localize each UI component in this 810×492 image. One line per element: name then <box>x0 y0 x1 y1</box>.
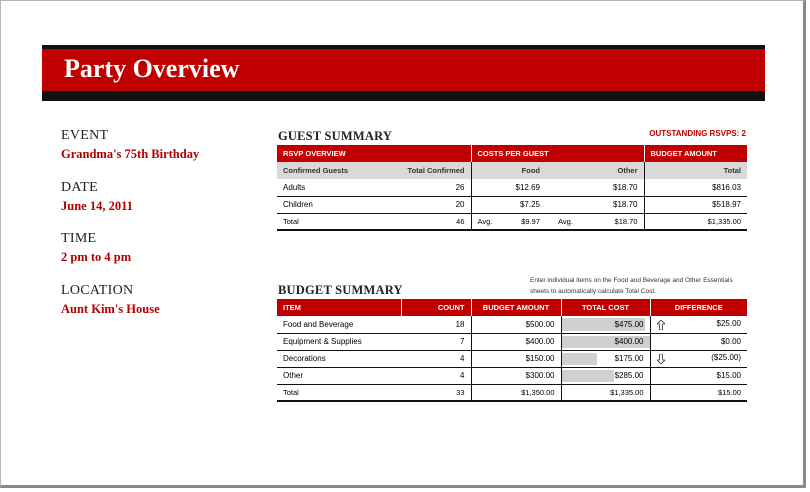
difference-header: DIFFERENCE <box>650 299 747 316</box>
budget-amount-column-header: BUDGET AMOUNT <box>471 299 561 316</box>
total-cost-cell <box>561 350 650 367</box>
banner-bottom-rule <box>42 91 765 101</box>
cost-bar <box>562 353 597 365</box>
arrow-down-icon <box>657 354 665 364</box>
table-row <box>277 367 747 384</box>
budget-total-count: 33 <box>401 384 471 401</box>
location-value: Aunt Kim's House <box>61 302 160 316</box>
budget-count: 18 <box>401 316 471 333</box>
guest-food-cost: $7.25 <box>471 196 546 213</box>
avg-other-label: Avg. <box>558 216 573 226</box>
difference-value: $25.00 <box>716 318 741 328</box>
count-header: COUNT <box>401 299 471 316</box>
budget-summary-title: BUDGET SUMMARY <box>278 283 403 297</box>
budget-total-cost: $1,335.00 <box>561 384 650 401</box>
guest-subheader-row <box>277 162 747 179</box>
arrow-up-icon <box>657 320 665 330</box>
time-value: 2 pm to 4 pm <box>61 250 132 264</box>
rsvp-overview-header: RSVP OVERVIEW <box>277 145 471 162</box>
page-title: Party Overview <box>64 54 240 83</box>
item-header: ITEM <box>277 299 401 316</box>
difference-value: ($25.00) <box>711 353 741 362</box>
total-cost-cell <box>561 367 650 384</box>
guest-avg-other <box>546 213 644 230</box>
budget-amount-header: BUDGET AMOUNT <box>644 145 747 162</box>
avg-other-value: $18.70 <box>614 216 638 226</box>
cost-bar <box>562 370 615 382</box>
budget-total-amount: $1,350.00 <box>471 384 561 401</box>
guest-total-budget: $1,335.00 <box>644 213 747 230</box>
guest-food-cost: $12.69 <box>471 179 546 196</box>
total-cost-cell <box>561 333 650 350</box>
difference-cell <box>650 316 747 333</box>
guest-avg-food <box>471 213 546 230</box>
location-label: LOCATION <box>61 283 134 298</box>
budget-total-difference: $15.00 <box>650 384 747 401</box>
difference-cell <box>650 350 747 367</box>
total-cost: $475.00 <box>614 319 644 329</box>
budget-item: Other <box>277 367 401 384</box>
table-row <box>277 350 747 367</box>
guest-total-confirmed: 46 <box>391 213 471 230</box>
budget-count: 4 <box>401 367 471 384</box>
date-label: DATE <box>61 180 98 195</box>
budget-summary-table <box>277 299 747 402</box>
table-row <box>277 179 747 196</box>
avg-food-value: $9.97 <box>521 216 540 226</box>
budget-item: Decorations <box>277 350 401 367</box>
difference-value: $0.00 <box>720 337 741 346</box>
budget-amount: $500.00 <box>471 316 561 333</box>
guest-label: Adults <box>277 179 391 196</box>
budget-count: 4 <box>401 350 471 367</box>
guest-summary-title: GUEST SUMMARY <box>278 129 393 143</box>
confirmed-guests-subheader: Confirmed Guests <box>277 162 391 179</box>
total-confirmed-subheader: Total Confirmed <box>391 162 471 179</box>
guest-confirmed: 20 <box>391 196 471 213</box>
guest-budget-total: $518.97 <box>644 196 747 213</box>
guest-confirmed: 26 <box>391 179 471 196</box>
avg-food-label: Avg. <box>477 216 493 226</box>
budget-total-label: Total <box>277 384 401 401</box>
guest-other-cost: $18.70 <box>546 196 644 213</box>
budget-total-row <box>277 384 747 401</box>
guest-total-label: Total <box>277 213 391 230</box>
total-cost: $175.00 <box>614 354 644 363</box>
guest-summary-table <box>277 145 747 231</box>
guest-header-row <box>277 145 747 162</box>
budget-amount: $400.00 <box>471 333 561 350</box>
budget-amount: $300.00 <box>471 367 561 384</box>
total-cost: $285.00 <box>614 371 644 380</box>
time-label: TIME <box>61 231 97 246</box>
difference-value: $15.00 <box>716 371 741 380</box>
title-banner <box>42 49 765 91</box>
total-cost: $400.00 <box>614 337 644 346</box>
other-subheader: Other <box>546 162 644 179</box>
budget-item: Food and Beverage <box>277 316 401 333</box>
table-row <box>277 196 747 213</box>
guest-label: Children <box>277 196 391 213</box>
table-row <box>277 316 747 333</box>
costs-per-guest-header: COSTS PER GUEST <box>471 145 644 162</box>
event-label: EVENT <box>61 128 109 143</box>
budget-header-row <box>277 299 747 316</box>
total-cost-header: TOTAL COST <box>561 299 650 316</box>
guest-total-row <box>277 213 747 230</box>
budget-item: Equipment & Supplies <box>277 333 401 350</box>
guest-other-cost: $18.70 <box>546 179 644 196</box>
guest-budget-total: $816.03 <box>644 179 747 196</box>
date-value: June 14, 2011 <box>61 199 133 213</box>
food-subheader: Food <box>471 162 546 179</box>
budget-count: 7 <box>401 333 471 350</box>
total-cost-cell <box>561 316 650 333</box>
budget-note: Enter individual items on the Food and Beverage and Other Essentials sheets to automatically calculate Total Cost. <box>530 277 733 295</box>
difference-cell <box>650 367 747 384</box>
table-row <box>277 333 747 350</box>
event-value: Grandma's 75th Birthday <box>61 147 200 161</box>
budget-amount: $150.00 <box>471 350 561 367</box>
difference-cell <box>650 333 747 350</box>
total-subheader: Total <box>644 162 747 179</box>
outstanding-rsvps: OUTSTANDING RSVPS: 2 <box>649 129 746 138</box>
